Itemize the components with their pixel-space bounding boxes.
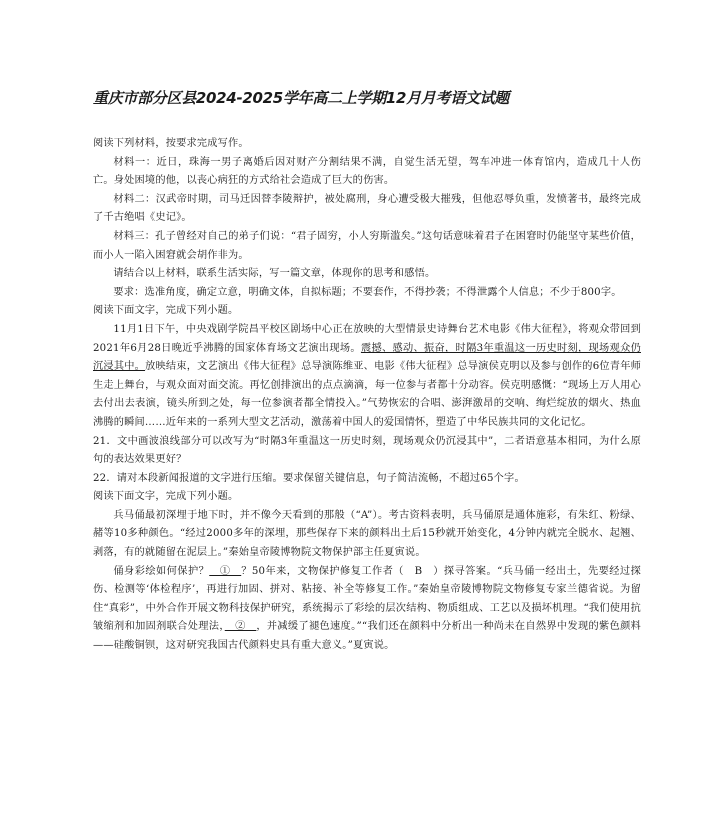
reading-instruction-2: 阅读下面文字，完成下列小题。 (93, 491, 239, 503)
question-21: 21．文中画波浪线部分可以改写为“时隔3年重温这一历史时刻，现场观众仍沉浸其中”，二者语意基本相同，为什么原句的表达效果更好？ (93, 435, 641, 466)
news-text-a: 11月1日下午，中央戏剧学院昌平校区剧场中心正在放映的大型情景史诗舞台艺术电影《伟大征程》，将观众带回到2021年6月28日晚近乎沸腾的国家体育场文艺演出现场。 (93, 323, 641, 354)
news-text-b: 放映结束，文艺演出《伟大征程》总导演陈维亚、电影《伟大征程》总导演侯克明以及参与创作的6位青年师生走上舞台，与观众面对面交流。再忆创排演出的点点滴滴，每一位参与者都十分动容。侯克明感慨：“现场上万人用心去付出去表演，镜头所到之处，每一位参演者都全情投入。”气势恢宏的合唱、澎湃激昂的交响、绚烂绽放的烟火、热血沸腾的瞬间……近年来的一系列大型文艺活动，激荡着中国人的爱国情怀，塑造了中华民族共同的文化记忆。 (93, 361, 642, 428)
terracotta-text-a: 俑身彩绘如何保护？ (113, 565, 210, 577)
terracotta-text-b: ？50年来，文物保护修复工作者（ B ）探寻答案。“兵马俑一经出土，先要经过探伤、检测等‘体检程序’，再进行加固、拼对、粘接、补全等修复工作。”秦始皇帝陵博物院文物修复专家兰德省说。为留住“真彩”，中外合作开展文物科技保护研究，系统揭示了彩绘的层次结构、物质组成、工艺以及损坏机理。“我们使用抗皱缩剂和加固剂联合处理法， (93, 565, 641, 633)
blank-2: ② (224, 621, 257, 633)
blank-1: ① (209, 565, 242, 577)
question-22: 22．请对本段新闻报道的文字进行压缩。要求保留关键信息，句子简洁流畅，不超过65个字。 (93, 472, 525, 484)
reading-instruction-1: 阅读下面文字，完成下列小题。 (93, 305, 239, 317)
material-two: 材料二：汉武帝时期，司马迁因替李陵辩护，被处腐刑，身心遭受极大摧残，但他忍辱负重，发愤著书，最终完成了千古绝唱《史记》。 (93, 193, 641, 224)
writing-requirements: 要求：选准角度，确定立意，明确文体，自拟标题；不要套作，不得抄袭；不得泄露个人信息；不少于800字。 (113, 286, 622, 298)
terracotta-text-c: ，并减缓了褪色速度。”“我们还在颜料中分析出一种尚未在自然界中发现的紫色颜料——硅酸铜钡，这对研究我国古代颜料史具有重大意义。”夏寅说。 (93, 621, 642, 652)
wavy-underlined-sentence: 震撼、感动、振奋，时隔3年重温这一历史时刻，现场观众仍沉浸其中。 (93, 342, 641, 373)
material-three: 材料三：孔子曾经对自己的弟子们说：“君子固穷，小人穷斯滥矣。”这句话意味着君子在困窘时仍能坚守某些价值，而小人一陷入困窘就会胡作非为。 (93, 230, 641, 261)
terracotta-paragraph-1: 兵马俑最初深埋于地下时，并不像今天看到的那般（“A”）。考古资料表明，兵马俑原是通体施彩，有朱红、粉绿、赭等10多种颜色。“经过2000多年的深埋，那些保存下来的颜料出土后15秒就开始变化，4分钟内就完全脱水、起翘、剥落，有的就随留在泥层上。”秦始皇帝陵博物院文物保护部主任夏寅说。 (93, 509, 641, 559)
document-title: 重庆市部分区县2024-2025学年高二上学期12月月考语文试题 (93, 89, 509, 107)
writing-task: 请结合以上材料，联系生活实际，写一篇文章，体现你的思考和感悟。 (113, 268, 436, 280)
material-one: 材料一：近日，珠海一男子离婚后因对财产分割结果不满，自觉生活无望，驾车冲进一体育馆内，造成几十人伤亡。身处困境的他，以丧心病狂的方式给社会造成了巨大的伤害。 (93, 156, 641, 187)
writing-instruction: 阅读下列材料，按要求完成写作。 (93, 138, 249, 149)
document-body (93, 135, 641, 656)
news-paragraph (93, 321, 641, 433)
terracotta-paragraph-2 (93, 563, 641, 656)
